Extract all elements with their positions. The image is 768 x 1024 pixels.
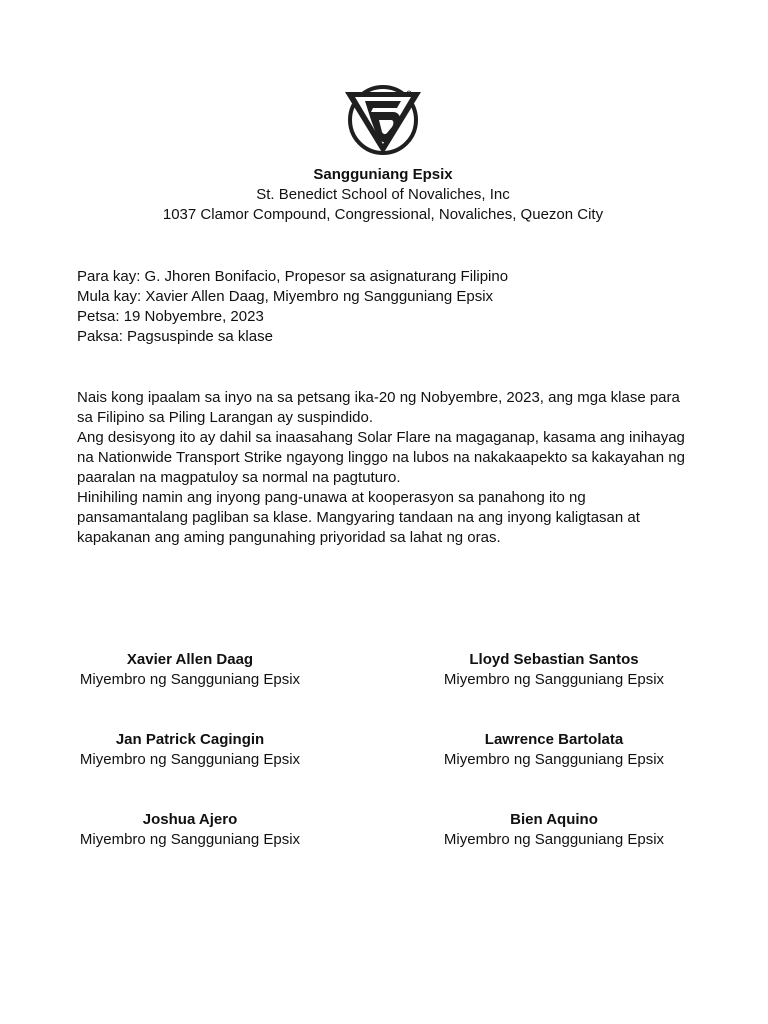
memo-body: [77, 388, 687, 548]
memo-subject: Paksa: Pagsuspinde sa klase: [77, 328, 273, 345]
letterhead: [0, 165, 766, 225]
signatory-block: [70, 730, 310, 770]
body-paragraph: Ang desisyong ito ay dahil sa inaasahang Solar Flare na magaganap, kasama ang inihayag na Nationwide Transport Strike ngayong linggo na lubos na nakakaapekto sa kakayahan ng paaralan na magpatuloy sa normal na pagtuturo.: [77, 429, 685, 486]
signatory-block: [434, 810, 674, 850]
signatory-block: [70, 810, 310, 850]
memo-to: Para kay: G. Jhoren Bonifacio, Propesor sa asignaturang Filipino: [77, 268, 509, 285]
sangguniang-epsix-emblem-icon: [343, 80, 423, 160]
signatory-name: Xavier Allen Daag: [126, 651, 254, 668]
school-name: St. Benedict School of Novaliches, Inc: [256, 186, 510, 203]
organization-name: Sangguniang Epsix: [313, 166, 453, 183]
signatory-name: Joshua Ajero: [142, 811, 238, 828]
signatory-title: Miyembro ng Sangguniang Epsix: [79, 751, 301, 768]
signatory-block: [70, 650, 310, 690]
signatory-title: Miyembro ng Sangguniang Epsix: [79, 671, 301, 688]
body-paragraph: Hinihiling namin ang inyong pang-unawa at kooperasyon sa panahong ito ng pansamantalang pagliban sa klase. Mangyaring tandaan na ang inyong kaligtasan at kapakanan ang aming pangunahing priyoridad sa lahat ng oras.: [77, 489, 640, 546]
signatory-name: Lawrence Bartolata: [484, 731, 624, 748]
body-paragraph: Nais kong ipaalam sa inyo na sa petsang ika-20 ng Nobyembre, 2023, ang mga klase para sa Filipino sa Piling Larangan ay suspindido.: [77, 389, 680, 426]
signatory-title: Miyembro ng Sangguniang Epsix: [443, 671, 665, 688]
signatory-title: Miyembro ng Sangguniang Epsix: [443, 831, 665, 848]
signatory-block: [434, 650, 674, 690]
school-address: 1037 Clamor Compound, Congressional, Novaliches, Quezon City: [162, 206, 604, 223]
signatory-title: Miyembro ng Sangguniang Epsix: [443, 751, 665, 768]
signatory-name: Jan Patrick Cagingin: [115, 731, 265, 748]
signatory-name: Lloyd Sebastian Santos: [469, 651, 639, 668]
memo-date: Petsa: 19 Nobyembre, 2023: [77, 308, 264, 325]
memo-header: [77, 267, 508, 347]
signatory-block: [434, 730, 674, 770]
signatory-title: Miyembro ng Sangguniang Epsix: [79, 831, 301, 848]
signatory-name: Bien Aquino: [510, 811, 598, 828]
memo-from: Mula kay: Xavier Allen Daag, Miyembro ng Sangguniang Epsix: [77, 288, 494, 305]
